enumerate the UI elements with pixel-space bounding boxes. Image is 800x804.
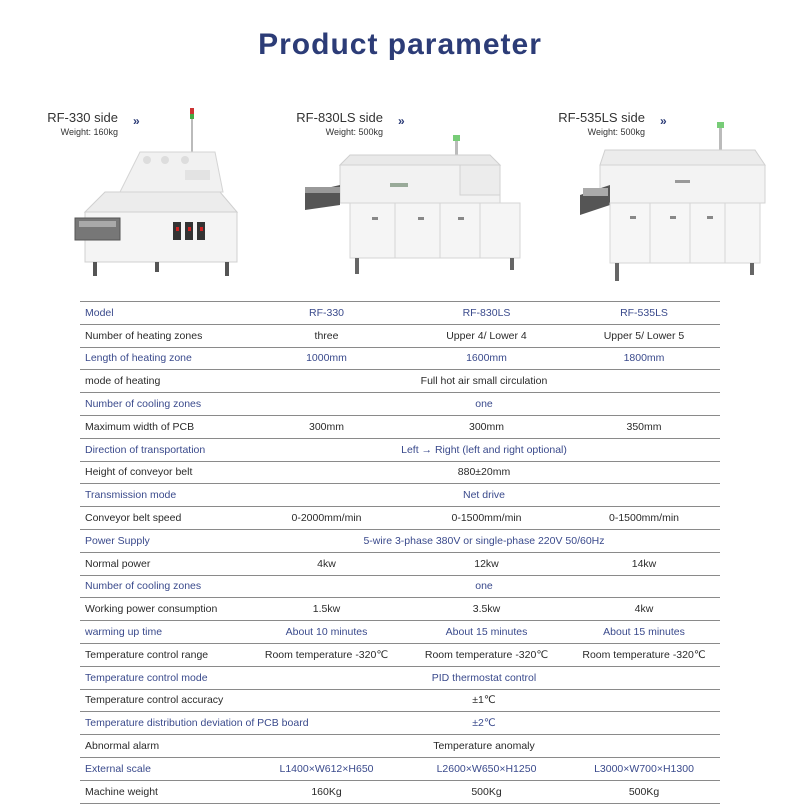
row-value-all-models: PID thermostat control bbox=[248, 666, 720, 689]
row-label: Abnormal alarm bbox=[80, 735, 248, 758]
row-label: mode of heating bbox=[80, 370, 248, 393]
table-row bbox=[80, 712, 720, 735]
row-label: Length of heating zone bbox=[80, 347, 248, 370]
parameter-table bbox=[80, 301, 720, 804]
row-label: Height of conveyor belt bbox=[80, 461, 248, 484]
table-row bbox=[80, 643, 720, 666]
row-value-rf830ls: About 15 minutes bbox=[405, 621, 568, 644]
row-label: Maximum width of PCB bbox=[80, 415, 248, 438]
row-value-rf535ls: 350mm bbox=[568, 415, 720, 438]
chevron-right-icon: » bbox=[133, 114, 140, 128]
row-value-rf330: 300mm bbox=[248, 415, 405, 438]
row-label: Conveyor belt speed bbox=[80, 507, 248, 530]
row-value-rf535ls: 4kw bbox=[568, 598, 720, 621]
row-value-rf330: 4kw bbox=[248, 552, 405, 575]
row-value-rf535ls: RF-535LS bbox=[568, 302, 720, 325]
row-value-rf830ls: RF-830LS bbox=[405, 302, 568, 325]
row-label: Working power consumption bbox=[80, 598, 248, 621]
row-label: Machine weight bbox=[80, 780, 248, 803]
model-name: RF-830LS side bbox=[296, 110, 383, 125]
row-value-all-models: Left → Right (left and right optional) bbox=[248, 438, 720, 461]
row-value-all-models: Net drive bbox=[248, 484, 720, 507]
table-row bbox=[80, 666, 720, 689]
page-title: Product parameter bbox=[258, 28, 542, 61]
row-value-rf535ls: About 15 minutes bbox=[568, 621, 720, 644]
row-value-rf535ls: 14kw bbox=[568, 552, 720, 575]
row-value-rf830ls: 3.5kw bbox=[405, 598, 568, 621]
table-row bbox=[80, 438, 720, 461]
row-value-rf535ls: Room temperature -320℃ bbox=[568, 643, 720, 666]
table-row bbox=[80, 347, 720, 370]
row-value-rf830ls: Upper 4/ Lower 4 bbox=[405, 324, 568, 347]
row-label: Normal power bbox=[80, 552, 248, 575]
row-value-rf535ls: L3000×W700×H1300 bbox=[568, 757, 720, 780]
table-row bbox=[80, 507, 720, 530]
model-header-rf830ls bbox=[270, 110, 383, 137]
row-value-all-models: one bbox=[248, 393, 720, 416]
table-row bbox=[80, 575, 720, 598]
table-row bbox=[80, 780, 720, 803]
table-row bbox=[80, 302, 720, 325]
row-label: Temperature distribution deviation of PCB board bbox=[80, 712, 248, 735]
model-name: RF-535LS side bbox=[558, 110, 645, 125]
row-value-rf535ls: 500Kg bbox=[568, 780, 720, 803]
row-value-rf830ls: 12kw bbox=[405, 552, 568, 575]
rf330-machine-image bbox=[65, 100, 245, 285]
row-label: Number of cooling zones bbox=[80, 575, 248, 598]
table-row bbox=[80, 757, 720, 780]
row-value-rf330: About 10 minutes bbox=[248, 621, 405, 644]
table-row bbox=[80, 598, 720, 621]
row-value-rf330: 1000mm bbox=[248, 347, 405, 370]
row-value-all-models: one bbox=[248, 575, 720, 598]
chevron-right-icon: » bbox=[660, 114, 667, 128]
row-value-rf830ls: 300mm bbox=[405, 415, 568, 438]
row-value-all-models: Temperature anomaly bbox=[248, 735, 720, 758]
row-value-rf330: three bbox=[248, 324, 405, 347]
row-label: Power Supply bbox=[80, 529, 248, 552]
row-value-rf830ls: Room temperature -320℃ bbox=[405, 643, 568, 666]
row-label: External scale bbox=[80, 757, 248, 780]
row-value-all-models: Full hot air small circulation bbox=[248, 370, 720, 393]
row-label: Temperature control mode bbox=[80, 666, 248, 689]
table-row bbox=[80, 552, 720, 575]
row-value-all-models: 880±20mm bbox=[248, 461, 720, 484]
row-value-rf330: 1.5kw bbox=[248, 598, 405, 621]
table-row bbox=[80, 621, 720, 644]
row-label: Number of cooling zones bbox=[80, 393, 248, 416]
row-value-rf330: 160Kg bbox=[248, 780, 405, 803]
table-row bbox=[80, 529, 720, 552]
row-value-rf330: RF-330 bbox=[248, 302, 405, 325]
row-value-rf830ls: 0-1500mm/min bbox=[405, 507, 568, 530]
table-row bbox=[80, 461, 720, 484]
row-value-all-models: ±2℃ bbox=[248, 712, 720, 735]
chevron-right-icon: » bbox=[398, 114, 405, 128]
row-label: Temperature control accuracy bbox=[80, 689, 248, 712]
row-label: Temperature control range bbox=[80, 643, 248, 666]
table-row bbox=[80, 415, 720, 438]
row-value-all-models: 5-wire 3-phase 380V or single-phase 220V 50/60Hz bbox=[248, 529, 720, 552]
row-value-rf330: 0-2000mm/min bbox=[248, 507, 405, 530]
row-value-rf830ls: 1600mm bbox=[405, 347, 568, 370]
row-value-rf330: Room temperature -320℃ bbox=[248, 643, 405, 666]
table-row bbox=[80, 735, 720, 758]
row-value-rf535ls: Upper 5/ Lower 5 bbox=[568, 324, 720, 347]
table-row bbox=[80, 393, 720, 416]
row-label: Number of heating zones bbox=[80, 324, 248, 347]
row-value-rf830ls: L2600×W650×H1250 bbox=[405, 757, 568, 780]
row-label: Direction of transportation bbox=[80, 438, 248, 461]
model-weight: Weight: 500kg bbox=[325, 127, 383, 137]
table-row bbox=[80, 689, 720, 712]
row-label: Transmission mode bbox=[80, 484, 248, 507]
table-row bbox=[80, 324, 720, 347]
row-value-all-models: ±1℃ bbox=[248, 689, 720, 712]
row-label: Model bbox=[80, 302, 248, 325]
row-value-rf330: L1400×W612×H650 bbox=[248, 757, 405, 780]
model-weight: Weight: 160kg bbox=[60, 127, 118, 137]
row-value-rf830ls: 500Kg bbox=[405, 780, 568, 803]
model-weight: Weight: 500kg bbox=[587, 127, 645, 137]
rf535ls-machine-image bbox=[575, 120, 775, 290]
table-row bbox=[80, 370, 720, 393]
row-value-rf535ls: 0-1500mm/min bbox=[568, 507, 720, 530]
table-row bbox=[80, 484, 720, 507]
row-value-rf535ls: 1800mm bbox=[568, 347, 720, 370]
rf830ls-machine-image bbox=[300, 135, 525, 285]
parameter-table-body bbox=[80, 302, 720, 804]
row-label: warming up time bbox=[80, 621, 248, 644]
model-name: RF-330 side bbox=[47, 110, 118, 125]
